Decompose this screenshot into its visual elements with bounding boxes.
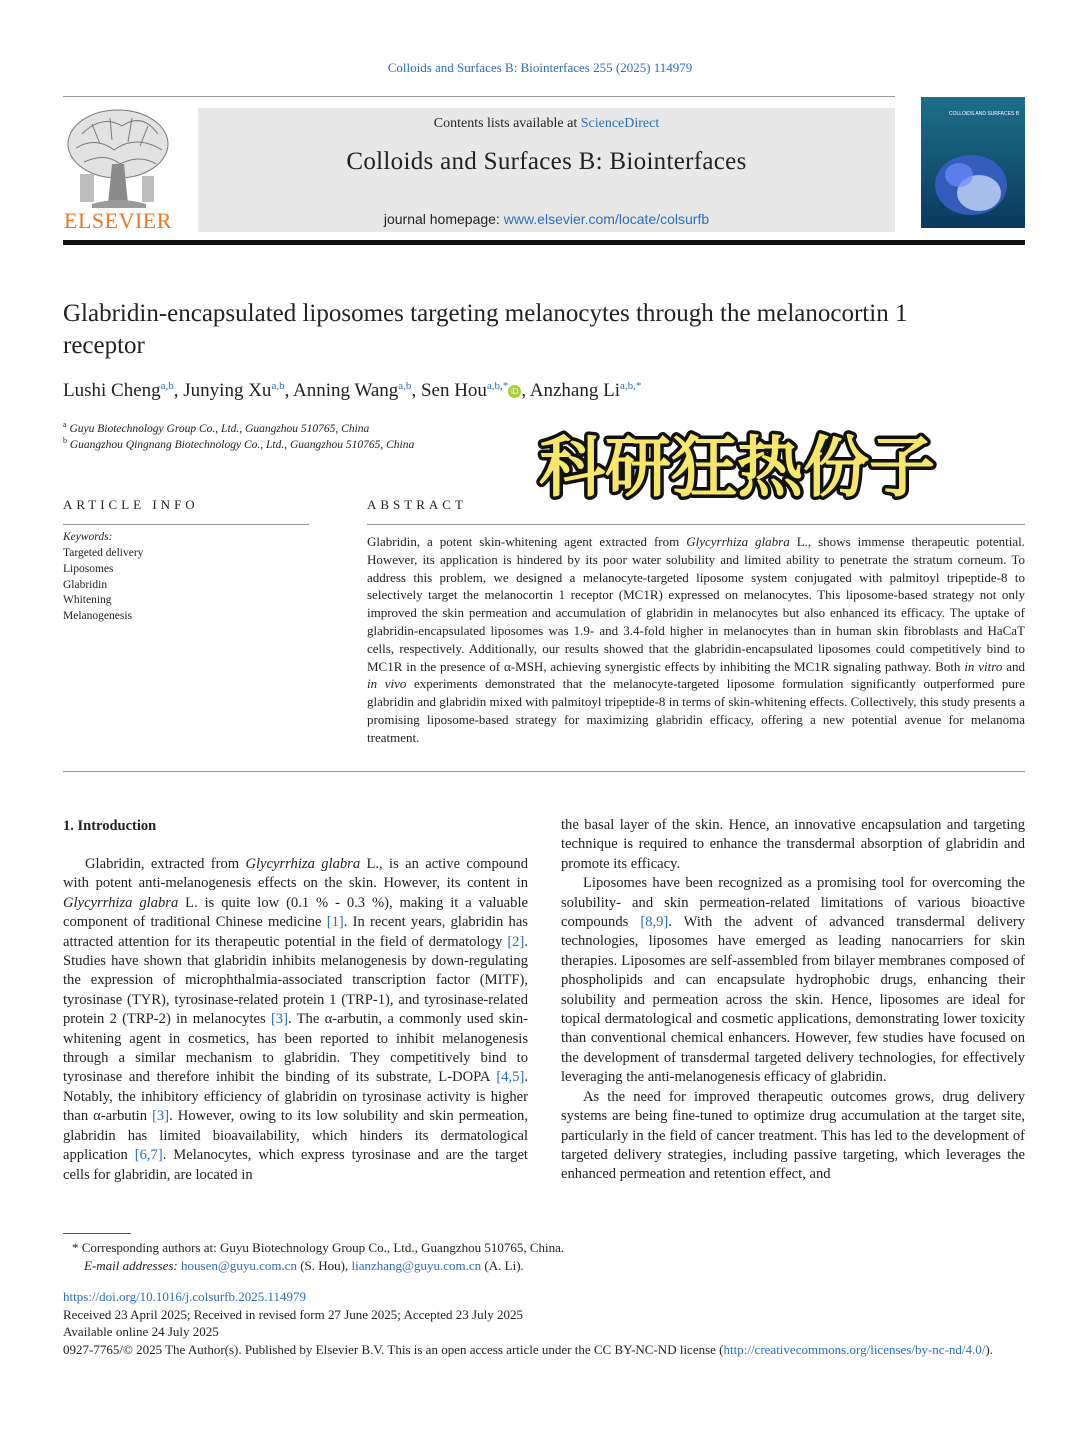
affiliation-a: [63, 420, 369, 435]
abstract-run: experiments demonstrated that the melanocyte-targeted liposome formulation significantly outperformed pure glabridin and glabridin mixed with palmitoyl tripeptide-8 in terms of skin-whitening effects. Collectively, this study presents a promising liposome-based strategy for maximizing glabridin efficacy, offering a new potential avenue for melanoma treatment.: [367, 676, 1025, 745]
reference-link[interactable]: [2]: [507, 933, 525, 950]
email-link[interactable]: housen@guyu.com.cn: [181, 1258, 297, 1273]
author-list: Lushi Cheng$^{a,b}$, Junying Xu$^{a,b}$, Anning Wang$^{a,b}$, Sen Hou$^{a,b,*}$ iD , Anzhang $Li^{a,b,*}$: [63, 380, 642, 401]
text-run: . In recent years, glabridin has attracted attention for its therapeutic potential in the field of dermatology: [63, 914, 528, 950]
license-text: 0927-7765/© 2025 The Author(s). Published by Elsevier B.V. This is an open access article under the CC BY-NC-ND license (: [63, 1341, 724, 1357]
journal-citation[interactable]: Colloids and Surfaces B: Biointerfaces 255 (2025) 114979: [387, 60, 693, 75]
text-run: . With the advent of advanced transdermal delivery technologies, liposomes have emerged as leading nanocarriers for skin therapies. Liposomes are self-assembled from bilayer membranes composed of phospholipids and can encapsulate hydrophobic drugs, enhancing their solubility and permeation across the skin. Hence, liposomes are ideal for topical dermatological and cosmetic applications, demonstrating lower toxicity than conventional chemical enhancers. However, few studies have focused on the development of transdermal targeted delivery technologies, for effectively leveraging the anti-melanogenesis efficacy of glabridin.: [561, 914, 1025, 1086]
article-info-rule: [63, 524, 309, 525]
article-footer: [63, 1288, 1025, 1358]
watermark-overlay: [522, 420, 952, 510]
body-paragraph: As the need for improved therapeutic outcomes grows, drug delivery systems are being fine-tuned to optimize drug accumulation at the target site, particularly in the field of cancer treatment. This has led to the development of targeted delivery strategies, including passive targeting, which leverages the enhanced permeation and retention effect, and: [561, 1088, 1025, 1183]
text-run: . Studies have shown that glabridin inhibits melanogenesis by down-regulating the expression of microphthalmia-associated transcription factor (MITF), tyrosinase (TYR), tyrosinase-related protein 1 (TRP-1), and tyrosinase-related protein 2 (TRP-2) in melanocytes: [63, 933, 528, 1028]
header-thick-rule: [63, 240, 1025, 245]
text-run: Liposomes have been recognized as a promising tool for overcoming the solubility- and skin permeation-related limitations of various bioactive compounds: [561, 875, 1025, 931]
email-owner: (A. Li).: [481, 1258, 524, 1273]
abstract-heading: ABSTRACT: [367, 497, 467, 512]
header-rule: [63, 96, 895, 97]
text-run: Glabridin, extracted from: [85, 856, 246, 872]
author-affiliation-mark[interactable]: a,b,*: [486, 380, 509, 392]
email-link[interactable]: lianzhang@guyu.com.cn: [351, 1258, 482, 1273]
reference-link[interactable]: [4,5]: [496, 1069, 525, 1086]
author-name[interactable]: Sen Hou: [420, 380, 487, 401]
keywords-label: Keywords:: [63, 531, 113, 543]
text-run: . Notably, the inhibitory efficiency of glabridin on tyrosinase activity is higher than α-arbutin: [63, 1069, 528, 1125]
affiliation-text: Guyu Biotechnology Group Co., Ltd., Guangzhou 510765, China: [69, 423, 370, 435]
text-run: . The α-arbutin, a commonly used skin-whitening agent in cosmetics, has been reported to inhibit melanogenesis through a similar mechanism to glabridin. They competitively bind to tyrosinase and therefore inhibit the binding of its substrate, L-DOPA: [63, 1011, 529, 1086]
doi-link[interactable]: https://doi.org/10.1016/j.colsurfb.2025.114979: [63, 1289, 307, 1304]
corresponding-footnote: [72, 1239, 564, 1275]
corresponding-text: Corresponding authors at: Guyu Biotechnology Group Co., Ltd., Guangzhou 510765, China.: [78, 1240, 565, 1255]
reference-link[interactable]: [3]: [152, 1108, 170, 1125]
author-name[interactable]: Lushi Cheng: [63, 380, 161, 401]
abstract-italic: Glycyrrhiza glabra: [686, 534, 790, 549]
author-name[interactable]: Anzhang Li: [529, 380, 620, 401]
keyword: Targeted delivery: [63, 547, 144, 559]
body-column-right: [561, 816, 1025, 1185]
elsevier-tree-icon: [62, 104, 174, 232]
journal-cover[interactable]: [921, 97, 1025, 228]
species-name: Glycyrrhiza glabra: [63, 894, 179, 911]
abstract-run: Glabridin, a potent skin-whitening agent extracted from: [367, 534, 687, 549]
footnote-rule: [63, 1233, 131, 1234]
journal-name: Colloids and Surfaces B: Biointerfaces: [346, 148, 747, 175]
reference-link[interactable]: [8,9]: [640, 914, 669, 931]
body-paragraph: [63, 855, 528, 1185]
available-online: Available online 24 July 2025: [63, 1324, 219, 1340]
abstract-rule: [367, 524, 1025, 525]
author-affiliation-mark[interactable]: a,b: [271, 380, 285, 392]
reference-link[interactable]: [1]: [326, 914, 344, 931]
journal-cover-image: [921, 97, 1025, 228]
text-run: L. is quite low (0.1 % - 0.3 %), making it a valuable component of traditional Chinese medicine: [63, 894, 528, 931]
homepage-label: journal homepage:: [383, 211, 504, 227]
text-run: L., is an active compound with potent anti-melanogenesis effects on the skin. However, its content in: [63, 856, 528, 892]
text-run: . Melanocytes, which express tyrosinase and are the target cells for glabridin, are located in: [63, 1147, 528, 1183]
author-affiliation-mark[interactable]: a,b,*: [620, 380, 642, 392]
elsevier-logo[interactable]: [62, 104, 174, 232]
author-affiliation-mark[interactable]: a,b: [398, 380, 412, 392]
section-heading-introduction: 1. Introduction: [63, 818, 157, 834]
keywords-list: [63, 546, 143, 625]
homepage-link[interactable]: www.elsevier.com/locate/colsurfb: [503, 211, 710, 227]
author-name[interactable]: Junying Xu: [183, 380, 272, 401]
keyword: Whitening: [63, 594, 112, 607]
abstract-italic: in vitro: [964, 658, 1003, 674]
body-paragraph: the basal layer of the skin. Hence, an innovative encapsulation and targeting technique is required to enhance the transdermal absorption of glabridin and promote its efficacy.: [561, 817, 1025, 872]
footnote-mark: *: [72, 1240, 79, 1255]
license-link[interactable]: http://creativecommons.org/licenses/by-nc-nd/4.0/: [723, 1341, 986, 1357]
watermark-text: 科研狂热份子: [539, 429, 935, 506]
author-affiliation-mark[interactable]: a,b: [160, 380, 174, 392]
author-name[interactable]: Anning Wang: [293, 380, 399, 401]
body-paragraph: [561, 874, 1025, 1087]
text-run: . However, owing to its low solubility and skin permeation, glabridin has limited bioavailability, which hinders its dermatological application: [63, 1108, 529, 1164]
keyword: Liposomes: [63, 562, 114, 575]
affiliation-text: Guangzhou Qingnang Biotechnology Co., Ltd., Guangzhou 510765, China: [69, 439, 415, 451]
abstract-italic: in vivo: [367, 676, 407, 692]
abstract-run: and: [1002, 658, 1025, 674]
email-owner: (S. Hou),: [296, 1258, 352, 1273]
abstract-text: [367, 533, 1025, 747]
affiliation-b: [63, 436, 414, 451]
sciencedirect-link[interactable]: ScienceDirect: [580, 116, 660, 131]
keyword: Melanogenesis: [63, 610, 132, 623]
journal-homepage: [198, 211, 895, 227]
affiliation-mark: a: [63, 420, 67, 429]
body-column-left: [63, 855, 528, 1185]
species-name: Glycyrrhiza glabra: [245, 856, 361, 872]
email-label: E-mail addresses:: [84, 1258, 178, 1273]
orcid-icon[interactable]: iD: [508, 385, 521, 398]
article-title: Glabridin-encapsulated liposomes targeting melanocytes through the melanocortin 1 receptor: [63, 300, 908, 359]
abstract-run: L., shows immense therapeutic potential. However, its application is hindered by its poor water solubility and limited ability to penetrate the stratum corneum. To address this problem, we designed a melanocyte-targeted liposome system conjugated with palmitoyl tripeptide-8 to selectively target the melanocortin 1 receptor (MC1R) expressed on melanocytes. This liposome-based strategy not only improved the skin permeation and accumulation of glabridin in melanocytes but also enhanced its efficacy. The uptake of glabridin-encapsulated liposomes was 1.9- and 3.4-fold higher in melanocytes than in human skin fibroblasts and HaCaT cells, respectively. Additionally, our results showed that the glabridin-encapsulated liposomes could competitively bind to MC1R in the presence of α-MSH, achieving synergistic effects by inhibiting the MC1R signaling pathway. Both: [367, 534, 1025, 674]
article-info-heading: ARTICLE INFO: [63, 497, 199, 512]
cover-title: COLLOIDS AND SURFACES B: [948, 111, 1019, 117]
contents-prefix: Contents lists available at: [433, 116, 581, 131]
license-text: ).: [985, 1341, 993, 1357]
contents-line: [198, 116, 895, 132]
elsevier-wordmark: ELSEVIER: [64, 208, 172, 232]
reference-link[interactable]: [6,7]: [134, 1147, 163, 1164]
reference-link[interactable]: [3]: [270, 1011, 288, 1028]
affiliation-mark: b: [63, 436, 67, 445]
abstract-bottom-rule: [63, 771, 1025, 772]
journal-banner: [198, 108, 895, 232]
license-statement: [63, 1341, 1025, 1359]
received-dates: Received 23 April 2025; Received in revised form 27 June 2025; Accepted 23 July 2025: [63, 1306, 523, 1322]
keyword: Glabridin: [63, 578, 108, 591]
